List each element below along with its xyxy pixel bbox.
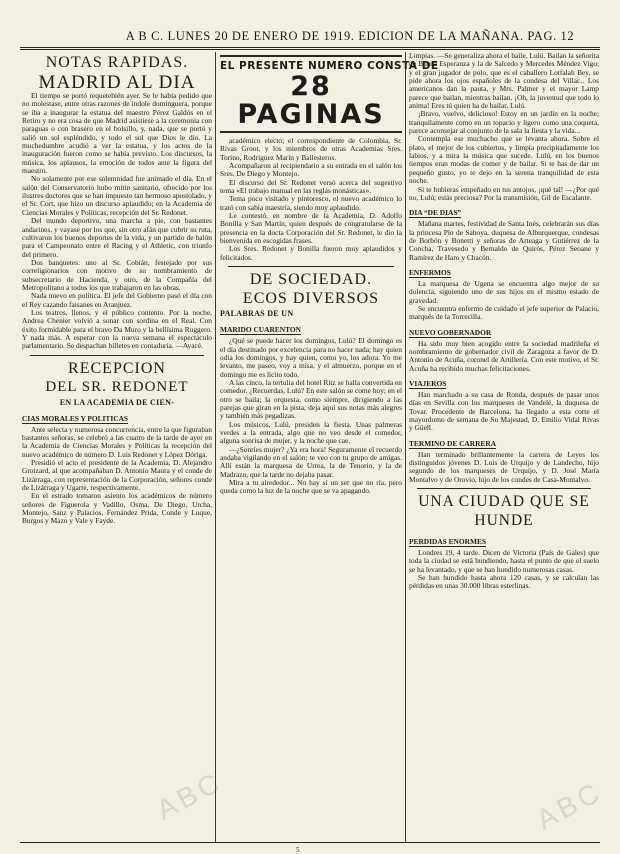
separator — [30, 355, 204, 356]
article-paragraph: Londres 19, 4 tarde. Dicen de Victoria (País de Gales) que toda la ciudad se está hundiendo, hasta el punto de que el suelo se ha levantado, y que se han hundido numerosas casas. — [409, 548, 599, 574]
footer-rule — [20, 842, 600, 843]
section-heading: MARIDO CUARENTON — [220, 325, 301, 335]
article-title-sociedad: DE SOCIEDAD. — [249, 271, 373, 289]
article-paragraph: El discurso del Sr. Redonet versó acerca del sugestivo tema «El trabajo manual en las reglas monásticas». — [220, 177, 402, 196]
column-divider-2 — [405, 52, 406, 842]
masthead-rule-top — [20, 47, 600, 48]
separator — [228, 266, 394, 267]
article-paragraph: La marquesa de Ugena se encuentra algo mejor de su dolencia, siguiendo uno de sus hijos en el mismo estado de gravedad. — [409, 278, 599, 305]
article-paragraph: Mañana martes, festividad de Santa Inés, celebrarán sus días la princesa Pío de Saboya, duquesa de Alburquerque, condesas de Borbón y Bonetti y señoras de Arteaga y Gutiérrez de la Concha, Travesedo y Bernaldo de Quirós, Pérez Seoane y Ramírez de Haro y Chacón. — [409, 219, 599, 262]
article-paragraph: Han terminado brillantemente la carrera de Leyes los distinguidos jóvenes D. Luis de Urquijo y de Landecho, hijo segundo de los marqueses de Urquijo, y D. José María Montalvo y de Orovio, hijo de los condes de Casa-Montalvo. — [409, 449, 599, 484]
article-paragraph: Mira a tu alrededor... No hay sí un ser que no ría, pero queda como la luz de la noche que se va apagando. — [220, 478, 402, 496]
column-3 — [409, 52, 599, 844]
article-subtitle: PALABRAS DE UN — [220, 309, 294, 319]
separator — [417, 488, 591, 489]
article-paragraph: académico electo; el correspondiente de Colombia, Sr. Rivas Groot, y los miembros de otras Academias Sres. Torino, Rodríguez Marín y Ballesteros. — [220, 136, 402, 162]
article-paragraph: ¿Qué se puede hacer los domingos, Lulú? El domingo es el día destinado por excelencia para no hacer nada; hay quien odia los domingos, y hay quien, como yo, los adora. Yo me levanto, me paseo, voy a misa, y el almuerzo, porque en el domingo me es lícito todo. — [220, 336, 402, 379]
column-1 — [22, 52, 212, 844]
article-paragraph: Tema poco visitado y pintoresco, el nuevo académico lo trató con sabia maestría, siendo muy aplaudido. — [220, 194, 402, 212]
masthead-rule-bottom — [20, 49, 600, 50]
article-paragraph: Dos banquetes: uno al Sr. Cobián, festejado por sus correligionarios con motivo de su nombramiento de subsecretario de Hacienda, y otro, de la Compañía del Metropolitano a todos los que trabajaron en las obras. — [22, 257, 212, 292]
article-paragraph: Le contestó, en nombre de la Academia, D. Adolfo Bonilla y San Martín, quien después de congratularse de la presencia en la docta Corporación del Sr. Redonet, le dio la bienvenida en escogidas frases. — [220, 211, 402, 246]
page-mark: 5 — [296, 846, 300, 854]
section-heading: ENFERMOS — [409, 267, 451, 277]
article-paragraph: Nada nuevo en política. El jefe del Gobierno pasó el día con el Rey cazando faisanes en Aranjuez. — [22, 291, 212, 309]
section-heading: DIA “DE DIAS” — [409, 208, 462, 218]
article-paragraph: Ante selecta y numerosa concurrencia, entre la que figuraban bastantes señoras, se celebró a las cuatro de la tarde de ayer en la Academia de Ciencias Morales y Políticas la recepción del nuevo académico de número D. Luis Redonet y López Dóriga. — [22, 424, 212, 459]
section-heading: PERDIDAS ENORMES — [409, 537, 486, 547]
article-title-recepcion: RECEPCION — [68, 359, 166, 377]
article-title-ecos: ECOS DIVERSOS — [242, 290, 380, 308]
page-count-box — [220, 55, 439, 133]
section-heading: CIAS MORALES Y POLITICAS — [22, 413, 129, 423]
article-paragraph: —¿Sonríes mujer? ¿Ya era hora! Seguramente el recuerdo andaba vigilando en el salón; te veo con tu grupo de amigas. Allí están la marquesa de Urrea, la de Tenorio, y la de Madrazo, que la tarde no dejaba pasar. — [220, 444, 402, 479]
article-kicker-notas: NOTAS RAPIDAS. — [45, 54, 189, 71]
column-divider-1 — [215, 52, 216, 842]
article-paragraph: Los teatros, llenos, y el público contento. Por la noche, Andrea Chenier volvió a sonar con sordina en el Real. Con éxito formidable para el bravo Da Muro y la bellísima Ruggero. Y nada más. A esperar con la nueva semana el espectáculo parlamentario. Se despachan billetes en contaduría. —Ayacé. — [22, 307, 212, 351]
article-paragraph: Ha sido muy bien acogido entre la sociedad madrileña el nombramiento de gobernador civil de Zaragoza a favor de D. Antonio de Acuña, coronel de Artillería. Con este motivo, el Sr. Acuña ha recibido muchas felicitaciones. — [409, 338, 599, 373]
article-paragraph: Se han hundido hasta ahora 120 casas, y se calculan las pérdidas en unas 30.000 libras esterlinas. — [409, 573, 599, 591]
article-paragraph: Acompañaron al recipiendario a su entrada en el salón los Sres. De Diego y Montejo. — [220, 161, 402, 179]
article-paragraph: ¡Bravo, vuelvo, delicioso! Estoy en un jardín en la noche; tranquilamente como en un topacio y ligero como una coqueta, parece aconsejar al conjunto de la sala la fiesta y la vida... — [409, 109, 599, 136]
article-paragraph: No solamente por ese solemnidad fue animado el día. En el salón del Conservatorio hubo mitin sanitario, ofrecido por los ilustres doctores que se han impuesto tan hermoso apostolado, y el Sr. Cort, que hizo un discurso aplaudido; en la Academia de Ciencias Morales y Políticas, recepción del Sr. Redonet. — [22, 174, 212, 217]
article-paragraph: Los Sres. Redonet y Bonilla fueron muy aplaudidos y felicitados. — [220, 244, 402, 262]
article-subtitle: EN LA ACADEMIA DE CIEN- — [59, 397, 175, 407]
section-heading: NUEVO GOBERNADOR — [409, 327, 492, 337]
article-paragraph: Presidió el acto el presidente de la Academia, D. Alejandro Groizard, al que acompañaban D. Antonio Maura y el conde de Lizárraga, con representación de la Corporación, señores conde de Lizárraga y Ugarte, respectivamente. — [22, 458, 212, 493]
article-title-hunde: HUNDE — [474, 512, 534, 530]
article-paragraph: Si te hubieras empeñado en tus antojos, ¡qué tal! —¿Por qué no, Lulú; estás preciosa? Por la transmisión, Gil de Escalante. — [409, 184, 599, 202]
article-title-madrid: MADRID AL DIA — [38, 72, 196, 93]
article-title-redonet: DEL SR. REDONET — [45, 378, 189, 395]
watermark-abc: ABC — [151, 765, 228, 826]
page-count-title: 28 PAGINAS — [237, 71, 385, 130]
section-heading: TERMINO DE CARRERA — [409, 438, 497, 448]
watermark-abc: ABC — [531, 775, 608, 836]
article-paragraph: Se encuentra enfermo de cuidado el jefe superior de Palacio, marqués de la Torrecilla. — [409, 303, 599, 322]
article-paragraph: A las cinco, la tertulia del hotel Ritz se halla convertida en comedor. ¿Recuerdas, Lulú? En este salón se come hoy; en el otro se baila; la orquesta, como siempre, dirigiendo a las parejas que giran en la pista, deja aquí sus notas más alegres y también más pegadizas. — [220, 377, 402, 421]
article-paragraph: Contempla ese muchacho que se levanta ahora. Sobre el plato, el mejor de los cubiertos, y limpia precipitadamente los labios, y a mira la música que sucede. Lulú, en los buenos tiempos eran modas de comer y de bailar. Si te has de dar un pequeño gusto, yo te dejo en la serena tranquilidad de esta noche. — [409, 134, 599, 186]
section-heading: VIAJEROS — [409, 379, 447, 388]
article-paragraph: Limpias. —Se generaliza ahora el baile, Lulú. Bailan la señorita de Buena Esperanza y la de Salcedo y Mercedes Méndez Vigo; y el gran jugador de polo, que es el caballero Lotfalah Bey, se pide ahora los ojos españoles de la condesa del Villar... Los americanos dan la pauta, y Mrs. Palmer y el mayor Lamp parece que bailan, mientras bailan. ¡Oh, la juventud que todo lo anima! Eres tú quien ha de bailar, Lulú. — [409, 51, 599, 111]
article-paragraph: Han marchado a su casa de Ronda, después de pasar unos días en Sevilla con los marqueses de Vandelé, la duquesa de Tovar. Procedente de Barcelona, ha llegado a esta corte el mayordomo de semana de Su Majestad, D. Emilio Vidal Rivas y Güell. — [409, 390, 599, 433]
article-paragraph: Los músicos, Lulú, presiden la fiesta. Unas palmeras verdes a la entrada, algo que no veo desde el comedor, alguna sonrisa de mujer, y la noche que cae. — [220, 419, 402, 446]
page-count-kicker: EL PRESENTE NUMERO CONSTA DE — [220, 60, 439, 72]
article-paragraph: El tiempo se portó requetebién ayer. Se le había pedido que no molestase, entre otras razones de índole dominguera, porque se iba a inaugurar la estatua del maestro Pérez Galdós en el Retiro y no era cosa de que Madrid asistiese a la ceremonia con paraguas o con brasero en el bolsillo, y, nada, que se portó y salió un sol espléndido, y todo el sol que Dios le dio. La muchedumbre acudió a ver la estatua, y los actos de la inauguración fueron como se había previsto. Los discursos, la música, los aplausos, la emoción de todos ante la figura del maestro. — [22, 91, 212, 176]
masthead: A B C. LUNES 20 DE ENERO DE 1919. EDICION DE LA MAÑANA. PAG. 12 — [125, 29, 575, 43]
article-paragraph: Del mundo deportivo, una marcha a pie, con bastantes andarines, y vayase por los que, sin otro afán que cubrir su ruta, cultivaron los buenos deportes de la vida, y un partido de balón para el Campeonato entre el Racing y el Athletic, con triunfo del primero. — [22, 216, 212, 259]
article-paragraph: En el estrado tomaron asiento los académicos de número señores de Figuerola y Vadillo, Osma, De Diego, Urcha, Montejo, Sanz y Palacios, Fernández Prida, Conde y Luque, Burgos y Mazo y Vale y Fayde. — [22, 491, 212, 526]
article-title-ciudad: UNA CIUDAD QUE SE — [418, 493, 590, 511]
